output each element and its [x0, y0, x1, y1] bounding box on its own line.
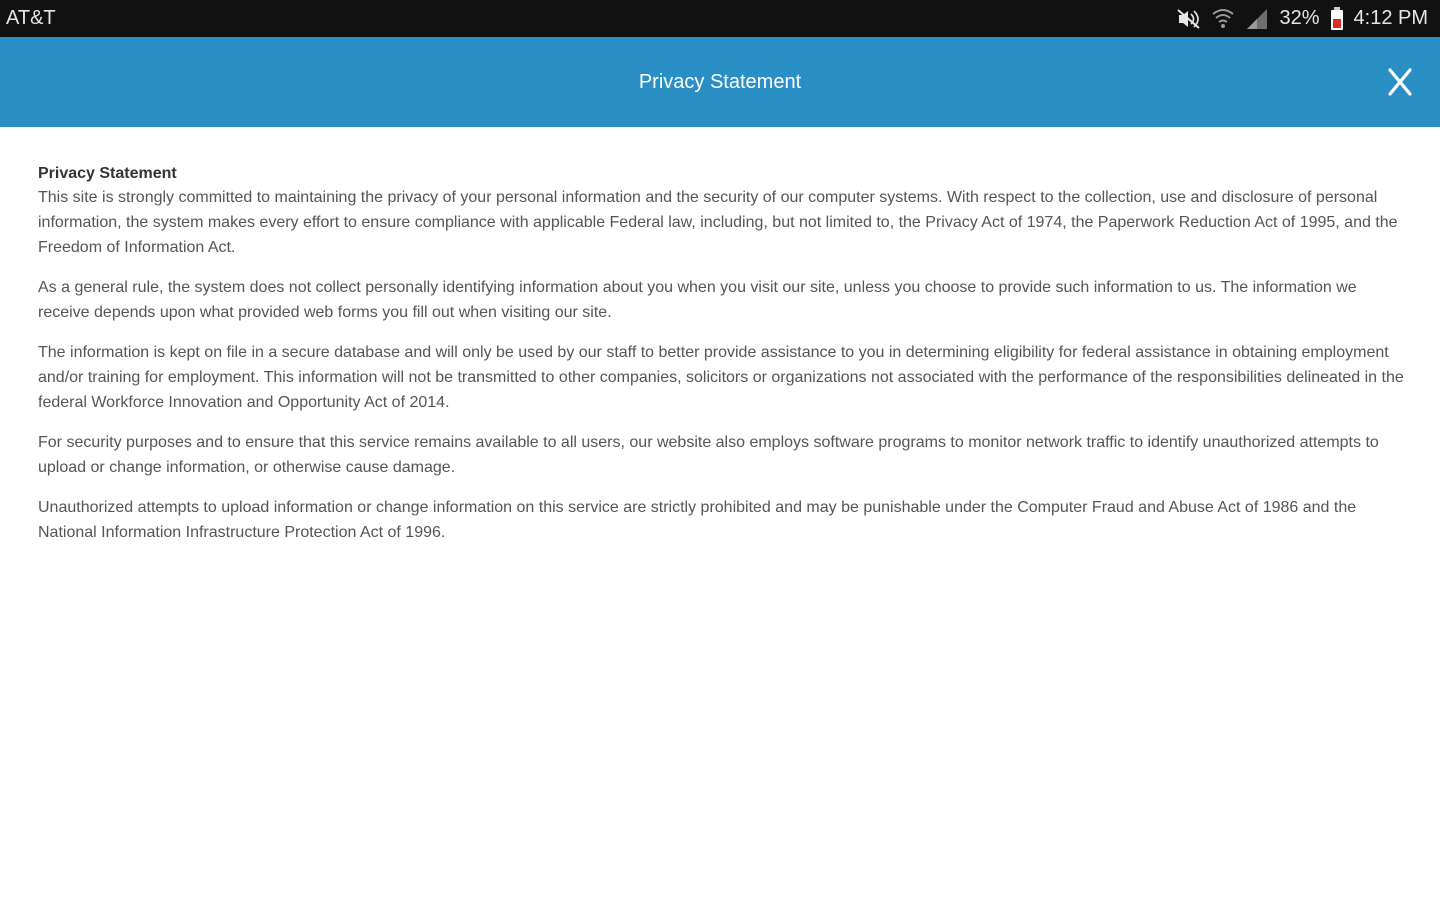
wifi-icon [1211, 8, 1235, 30]
paragraph-3: The information is kept on file in a secure database and will only be used by our staff to better provide assistance to you in determining eligibility for federal assistance in obtaining employment and/or training for employment. This information will not be transmitted to other companies, solicitors or organizations not associated with the performance of the responsibilities delineated in the federal Workforce Innovation and Opportunity Act of 2014. [38, 344, 1404, 411]
paragraph-5: Unauthorized attempts to upload information or change information on this service are strictly prohibited and may be punishable under the Computer Fraud and Abuse Act of 1986 and the National Information Infrastructure Protection Act of 1996. [38, 499, 1357, 541]
signal-icon [1245, 8, 1269, 30]
status-icons [1177, 7, 1428, 31]
paragraph-4: For security purposes and to ensure that this service remains available to all users, our website also employs software programs to monitor network traffic to identify unauthorized attempts to upload or change information, or otherwise cause damage. [38, 434, 1379, 476]
app-bar [0, 37, 1440, 127]
battery-icon [1330, 7, 1344, 31]
content-heading: Privacy Statement [38, 165, 177, 182]
close-icon [1388, 68, 1412, 96]
battery-percent: 32% [1279, 7, 1320, 29]
clock-time: 4:12 PM [1353, 7, 1428, 29]
page-title: Privacy Statement [638, 70, 802, 93]
carrier-name: AT&T [6, 7, 56, 29]
paragraph-2: As a general rule, the system does not collect personally identifying information about you when you visit our site, unless you choose to provide such information to us. The information we receive depends upon what provided web forms you fill out when visiting our site. [38, 279, 1357, 321]
privacy-content [38, 163, 1408, 560]
paragraph-1: This site is strongly committed to maintaining the privacy of your personal information and the security of our computer systems. With respect to the collection, use and disclosure of personal information, the system makes every effort to ensure compliance with applicable Federal law, including, but not limited to, the Privacy Act of 1974, the Paperwork Reduction Act of 1995, and the Freedom of Information Act. [38, 189, 1398, 256]
close-button[interactable] [1382, 64, 1418, 100]
mute-icon [1177, 8, 1201, 30]
status-bar [0, 0, 1440, 37]
